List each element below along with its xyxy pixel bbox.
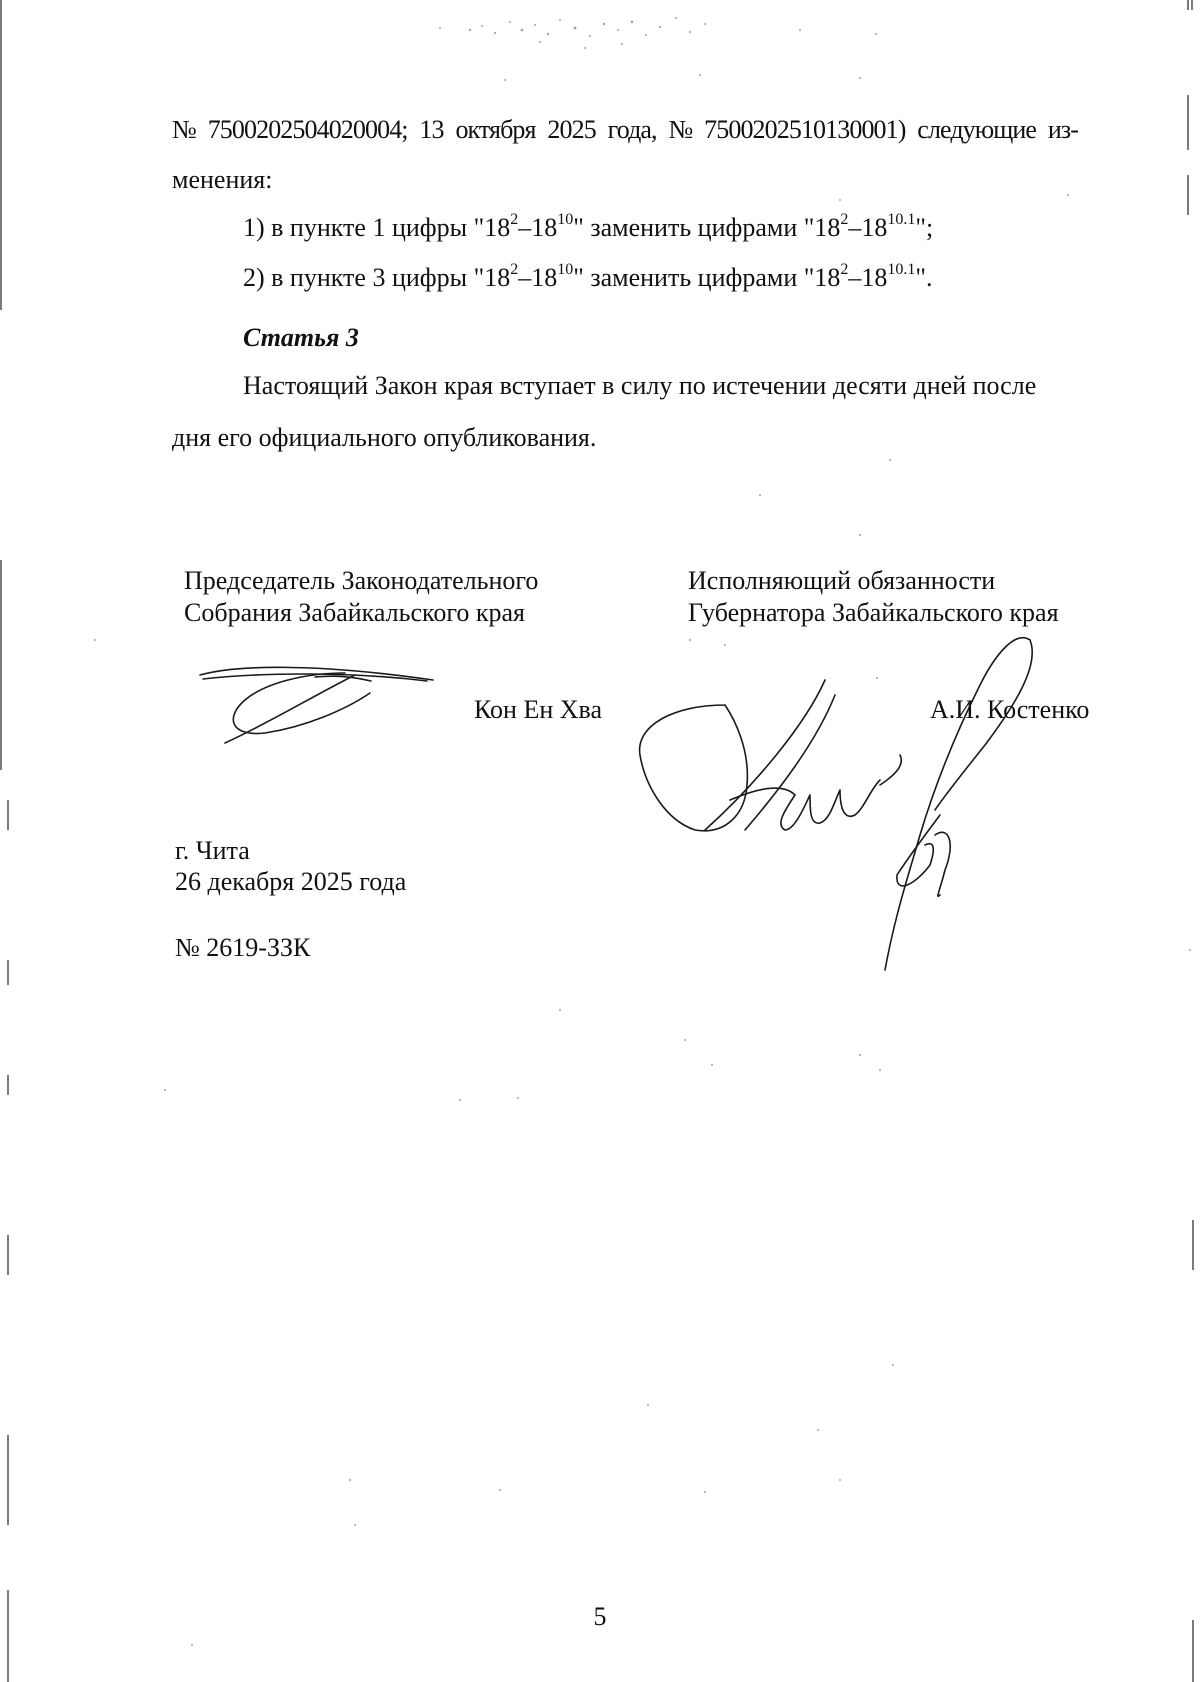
right-title-line-2: Губернатора Забайкальского края xyxy=(688,598,1059,627)
article-heading: Статья 3 xyxy=(243,323,359,352)
amendment-item-1: 1) в пункте 1 цифры "$18^2-18^{10}$" заменить цифрами "$18^2-18^{10.1}$"; xyxy=(243,211,934,242)
right-signatory-title xyxy=(688,565,1059,629)
left-signatory-title xyxy=(184,565,538,629)
continuation-line-1: № 7500202504020004; 13 октября 2025 года, № 7500202510130001) следующие из- xyxy=(172,115,1078,144)
article-text-line-2: дня его официального опубликования. xyxy=(172,423,597,452)
adoption-date: 26 декабря 2025 года xyxy=(175,867,407,896)
article-text-line-1: Настоящий Закон края вступает в силу по истечении десяти дней после xyxy=(243,371,1037,400)
right-signatory-name: А.И. Костенко xyxy=(930,695,1090,724)
left-signature-image xyxy=(195,655,440,755)
left-title-line-1: Председатель Законодательного xyxy=(184,566,539,595)
page-number: 5 xyxy=(593,1602,607,1631)
law-number: № 2619-ЗЗК xyxy=(175,933,311,962)
city: г. Чита xyxy=(175,836,250,865)
right-title-line-1: Исполняющий обязанности xyxy=(688,566,996,595)
left-signatory-name: Кон Ен Хва xyxy=(474,695,603,724)
amendment-item-2: 2) в пункте 3 цифры "$18^2-18^{10}$" заменить цифрами "$18^2-18^{10.1}$". xyxy=(243,261,933,292)
continuation-line-2: менения: xyxy=(172,165,273,194)
right-signature-image xyxy=(635,635,1045,975)
left-title-line-2: Собрания Забайкальского края xyxy=(184,598,525,627)
